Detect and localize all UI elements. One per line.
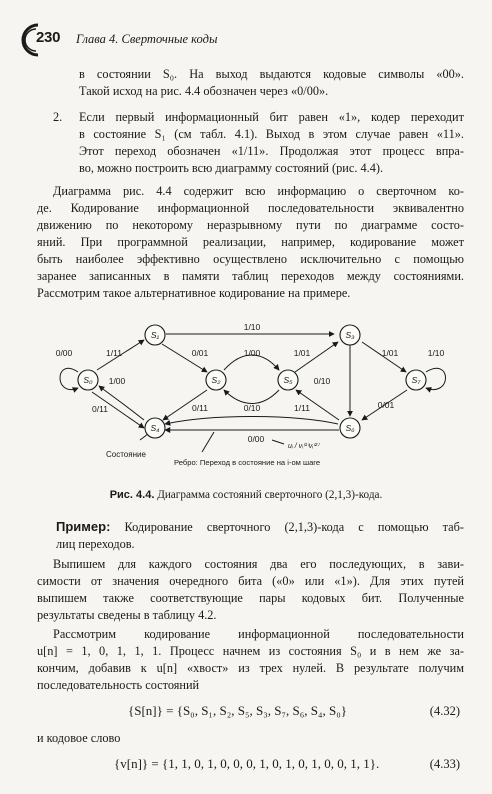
codeword-label: и кодовое слово [37, 731, 121, 745]
state-label-s6: S₆ [345, 423, 355, 433]
state-label-s7: S₇ [411, 375, 421, 385]
paragraph-sequence [37, 626, 464, 694]
edge-label: 0/01 [191, 348, 209, 358]
example-heading: Пример: [56, 519, 111, 534]
text-line: последовательность состояний [37, 678, 200, 692]
edge-s5-s2 [224, 390, 279, 404]
pointer-edge [202, 432, 214, 452]
edge-label: 0/10 [243, 403, 261, 413]
state-label-s2: S₂ [211, 375, 221, 385]
edge-label: 1/00 [243, 348, 261, 358]
edge-label: 0/11 [192, 403, 208, 413]
figure-caption [0, 489, 492, 501]
text-line: яний. При программной реализации, например, кодирование может [37, 235, 464, 249]
text-line: движению по некоторому неразрывному пути по диаграмме состо- [37, 218, 464, 232]
text-line: Этот переход обозначен «1/11». Продолжая этот процесс впра- [79, 144, 464, 158]
text-line: Такой исход на рис. 4.4 обозначен через «0/00». [79, 84, 329, 98]
pointer-state [140, 434, 148, 440]
text-line: в состоянии S₀. На выход выдаются кодовые символы «00». [79, 67, 464, 81]
edge-label: 1/01 [293, 348, 311, 358]
text-line: де. Кодирование информационной последовательности эквивалентно [37, 201, 464, 215]
edge-label: 1/01 [381, 348, 399, 358]
paragraph-diagram [37, 183, 464, 302]
text-line: Рассмотрим такое альтернативное кодирование на примере. [37, 286, 351, 300]
paragraph-successors [37, 556, 464, 624]
equation-4-32: {S[n]} = {S₀, S₁, S₂, S₅, S₃, S₇, S₆, S₄, S₀} [128, 703, 348, 718]
text-line: в состояние S₁ (см табл. 4.1). Выход в этом случае равен «11». [79, 127, 464, 141]
edge-labels [56, 322, 445, 444]
state-diagram [52, 322, 462, 472]
list-number: 2. [53, 110, 63, 124]
example-line-1: Кодирование сверточного (2,1,3)-кода с помощью таб- [124, 520, 464, 534]
example-block [56, 518, 464, 553]
page-number-badge [14, 22, 66, 58]
edge-s0-loop [60, 368, 78, 389]
equation-number-4-32: (4.32) [429, 704, 460, 718]
text-line: Если первый информационный бит равен «1», кодер переходит [79, 110, 464, 124]
equation-number-4-33: (4.33) [429, 757, 460, 771]
example-line-2: лиц переходов. [56, 537, 135, 551]
edge-label: 0/10 [313, 376, 331, 386]
text-line: Диаграмма рис. 4.4 содержит всю информацию о сверточном ко- [53, 184, 464, 198]
text-line: u[n] = 1, 0, 1, 1, 1. Процесс начнем из состояния S₀ и в нем же за- [37, 644, 464, 658]
edge-label: 0/00 [55, 348, 73, 358]
edge-label: 0/01 [377, 400, 395, 410]
text-line: заранее записанных в памяти таблиц переходов между состояниями. [37, 269, 464, 283]
edge-label: 1/11 [106, 348, 122, 358]
equation-4-33: {v[n]} = {1, 1, 0, 1, 0, 0, 0, 1, 0, 1, 0, 1, 0, 0, 1, 1}. [114, 756, 380, 771]
text-line: результаты сведены в таблицу 4.2. [37, 608, 217, 622]
text-line: выпишем также соответствующие пары кодовых бит. Полученные [37, 591, 464, 605]
edge-label: 1/00 [108, 376, 126, 386]
edge-s6-s4-mid [165, 417, 338, 425]
edge-s7-loop [426, 368, 446, 389]
text-line: Выпишем для каждого состояния два его последующих, в зави- [53, 557, 464, 571]
list-item-2 [79, 109, 464, 177]
diagram-states [78, 325, 426, 438]
edge-label: 1/11 [294, 403, 310, 413]
legend-edge-label: Ребро: Переход в состояние на i-ом шаге [174, 458, 321, 467]
edge-label: 0/11 [92, 404, 108, 414]
edge-label: 1/10 [427, 348, 445, 358]
chapter-title: Глава 4. Сверточные коды [76, 32, 218, 46]
legend-state-label: Состояние [106, 450, 146, 459]
text-line: кончим, добавив к u[n] «хвост» из трех нулей. В результате получим [37, 661, 464, 675]
state-label-s0: S₀ [83, 375, 93, 385]
edge-s4-s0 [99, 386, 144, 420]
state-label-s1: S₁ [150, 330, 160, 340]
pointer-edge-formula [272, 440, 284, 444]
state-label-s4: S₄ [150, 423, 160, 433]
state-label-s5: S₅ [283, 375, 293, 385]
text-line: Рассмотрим кодирование информационной последовательности [53, 627, 464, 641]
caption-label: Рис. 4.4. [109, 489, 155, 501]
page-number: 230 [36, 29, 61, 46]
page-header [14, 22, 474, 58]
state-label-s3: S₃ [345, 330, 355, 340]
edge-label: 0/00 [247, 434, 265, 444]
caption-text: Диаграмма состояний сверточного (2,1,3)-кода. [157, 489, 383, 501]
text-line: быть наиболее эффективно осуществлено исключительно с помощью [37, 252, 464, 266]
paragraph-item1-end [79, 66, 464, 100]
edge-label: 1/10 [243, 322, 261, 332]
text-line [56, 518, 464, 536]
edge-formula: uᵢ / vᵢ⁽¹⁾vᵢ⁽²⁾ [288, 443, 319, 450]
text-line: симости от значения очередного бита («0» или «1»). Для этих путей [37, 574, 464, 588]
text-line: во, можно построить всю диаграмму состояний (рис. 4.4). [79, 161, 384, 175]
state-labels [83, 330, 421, 433]
